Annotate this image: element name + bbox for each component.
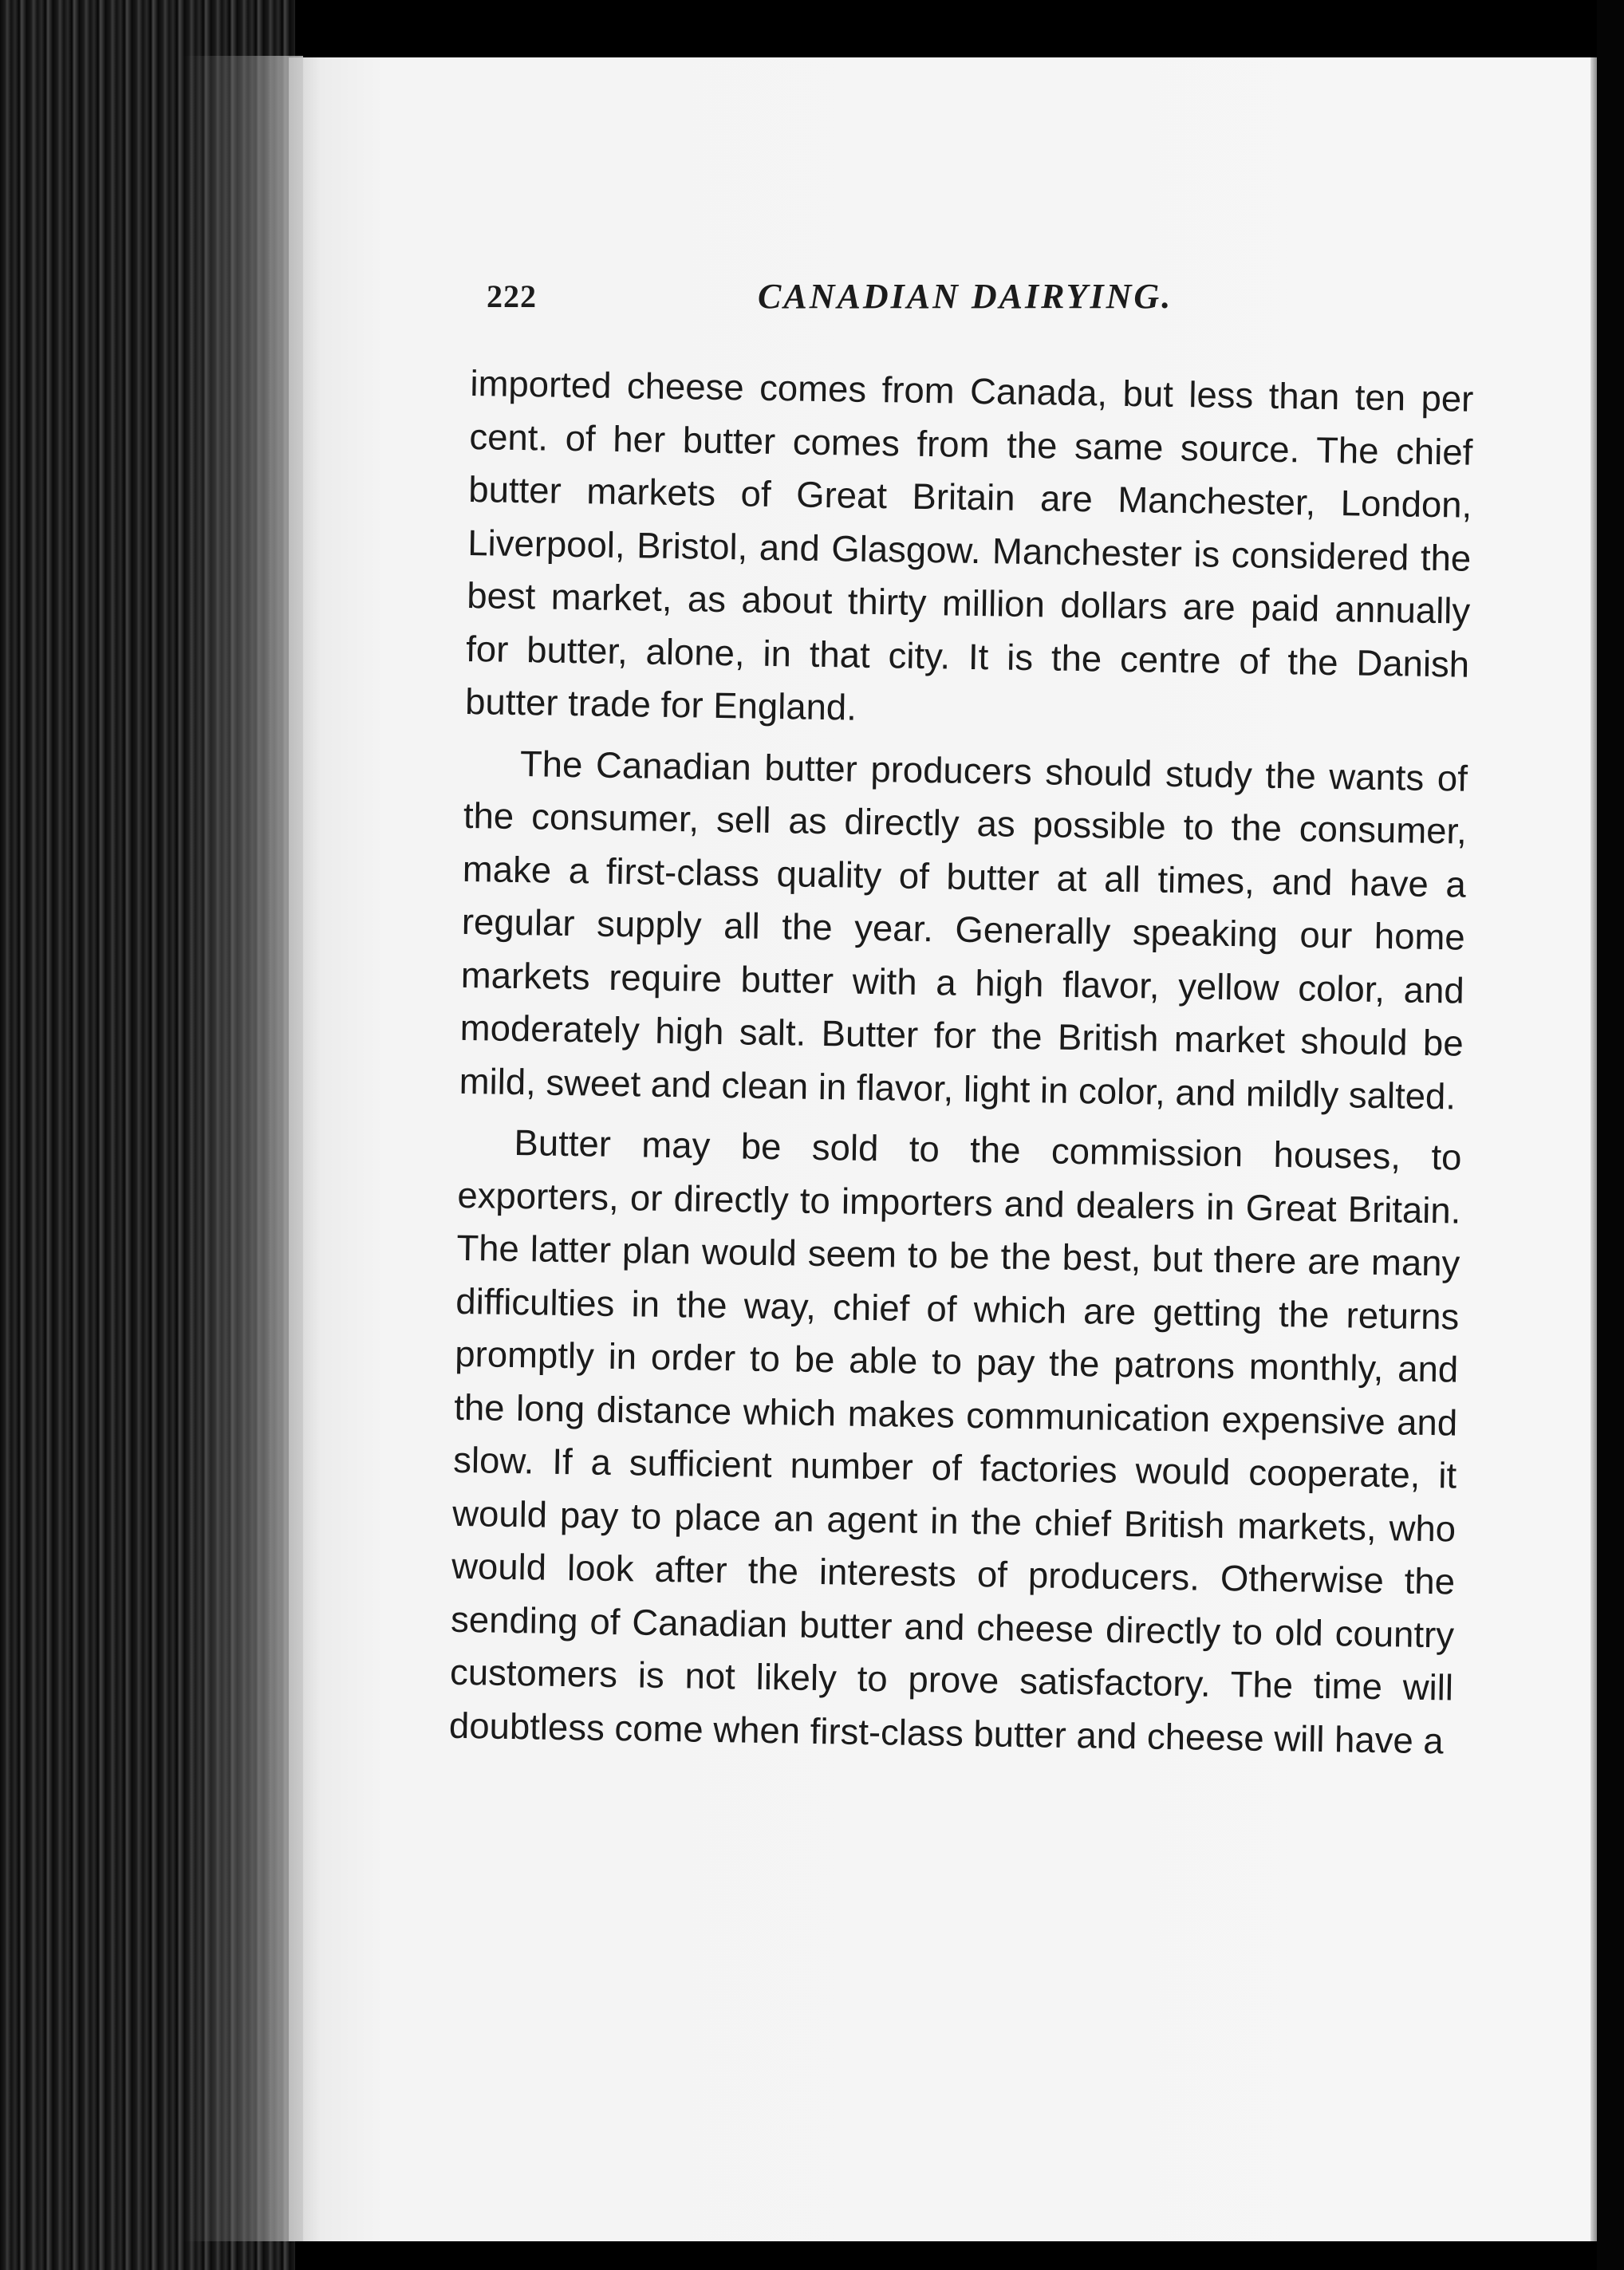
paragraph-2: The Canadian butter producers should study the wants of the consumer, sell as directly as possible to the consumer, make a first-class quality of butter at all times, and have a regular supply all the year. Generally speaking our home markets require butter with a high flavor, yellow color, and moderately high salt. Butter for the British market should be mild, sweet and clean in flavor, light in color, and mildly salted.: [459, 743, 1468, 1117]
gutter-shadow: [183, 56, 303, 2241]
page-number: 222: [487, 278, 537, 314]
scan-border-right: [1597, 0, 1624, 2270]
paragraph-1: imported cheese comes from Canada, but less than ten per cent. of her butter comes from the same source. The chief butter markets of Great Britain are Manchester, London, Liverpool, Bristol, and Glasgow. Manchester is considered the best market, as about thirty million dollars are paid annually for butter, alone, in that city. It is the centre of the Danish butter trade for England.: [464, 362, 1474, 728]
running-header: [487, 278, 1476, 333]
paragraph-3: Butter may be sold to the commission houses, to exporters, or directly to importers and dealers in Great Britain. The latter plan would seem to be the best, but there are many difficulties in the way, chief of which are getting the returns promptly in order to be able to pay the patrons monthly, and the long distance which makes communication expensive and slow. If a sufficient number of factories would cooperate, it would pay to place an agent in the chief British markets, who would look after the interests of producers. Otherwise the sending of Canadian butter and cheese directly to old country customers is not likely to prove satisfactory. The time will doubtless come when first-class butter and cheese will have a: [448, 1121, 1462, 1761]
page-edge: [1590, 57, 1597, 2241]
body-text: [449, 357, 1474, 1768]
running-title: CANADIAN DAIRYING.: [758, 277, 1173, 316]
